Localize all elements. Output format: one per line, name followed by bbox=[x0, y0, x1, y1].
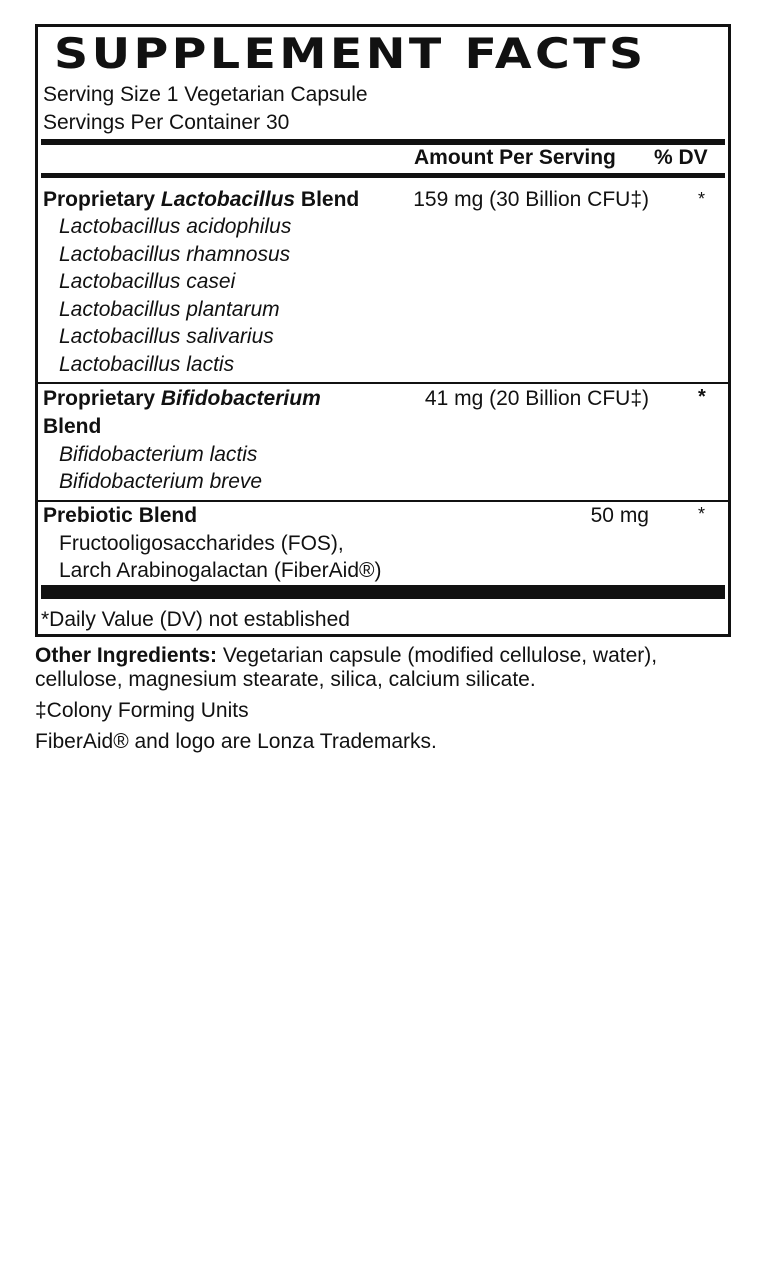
panel-title: SUPPLEMENT FACTS bbox=[54, 29, 647, 78]
amount-bifidobacterium: 41 mg (20 Billion CFU‡) bbox=[424, 387, 649, 410]
trademark-note: FiberAid® and logo are Lonza Trademarks. bbox=[35, 730, 437, 753]
amount-prebiotic: 50 mg bbox=[590, 504, 649, 527]
blend-title-bifidobacterium-line2: Blend bbox=[43, 415, 102, 438]
ingredient: Lactobacillus acidophilus bbox=[59, 215, 292, 238]
ingredient: Bifidobacterium lactis bbox=[59, 443, 258, 466]
ingredient: Lactobacillus salivarius bbox=[59, 325, 274, 348]
dv-bifidobacterium: * bbox=[698, 386, 706, 408]
supplement-facts-panel bbox=[35, 24, 731, 637]
ingredient: Larch Arabinogalactan (FiberAid®) bbox=[59, 559, 382, 582]
other-ingredients: Other Ingredients: Vegetarian capsule (modified cellulose, water), bbox=[35, 644, 658, 667]
other-ingredients-label: Other Ingredients: bbox=[35, 644, 218, 667]
serving-size: Serving Size 1 Vegetarian Capsule bbox=[43, 83, 368, 106]
row-divider bbox=[38, 382, 728, 384]
header-dv: % DV bbox=[654, 146, 708, 169]
cfu-note: ‡Colony Forming Units bbox=[35, 699, 249, 722]
ingredient: Lactobacillus plantarum bbox=[59, 298, 280, 321]
thick-divider bbox=[41, 585, 725, 599]
ingredient: Fructooligosaccharides (FOS), bbox=[59, 532, 344, 555]
header-amount: Amount Per Serving bbox=[414, 146, 616, 169]
ingredient: Lactobacillus lactis bbox=[59, 353, 235, 376]
dv-lactobacillus: * bbox=[698, 189, 706, 209]
blend-title-lactobacillus: Proprietary Lactobacillus Blend bbox=[43, 188, 360, 211]
dv-prebiotic: * bbox=[698, 504, 706, 524]
ingredient: Lactobacillus rhamnosus bbox=[59, 243, 291, 266]
servings-per-container: Servings Per Container 30 bbox=[43, 111, 290, 134]
ingredient: Bifidobacterium breve bbox=[59, 470, 263, 493]
amount-lactobacillus: 159 mg (30 Billion CFU‡) bbox=[413, 188, 649, 211]
blend-title-bifidobacterium: Proprietary Bifidobacterium bbox=[43, 387, 321, 410]
blend-title-prebiotic: Prebiotic Blend bbox=[43, 504, 198, 527]
dv-footnote: *Daily Value (DV) not established bbox=[41, 608, 350, 631]
medium-divider bbox=[41, 173, 725, 178]
thick-divider bbox=[41, 139, 725, 145]
other-ingredients-line2: cellulose, magnesium stearate, silica, calcium silicate. bbox=[35, 668, 536, 691]
ingredient: Lactobacillus casei bbox=[59, 270, 236, 293]
